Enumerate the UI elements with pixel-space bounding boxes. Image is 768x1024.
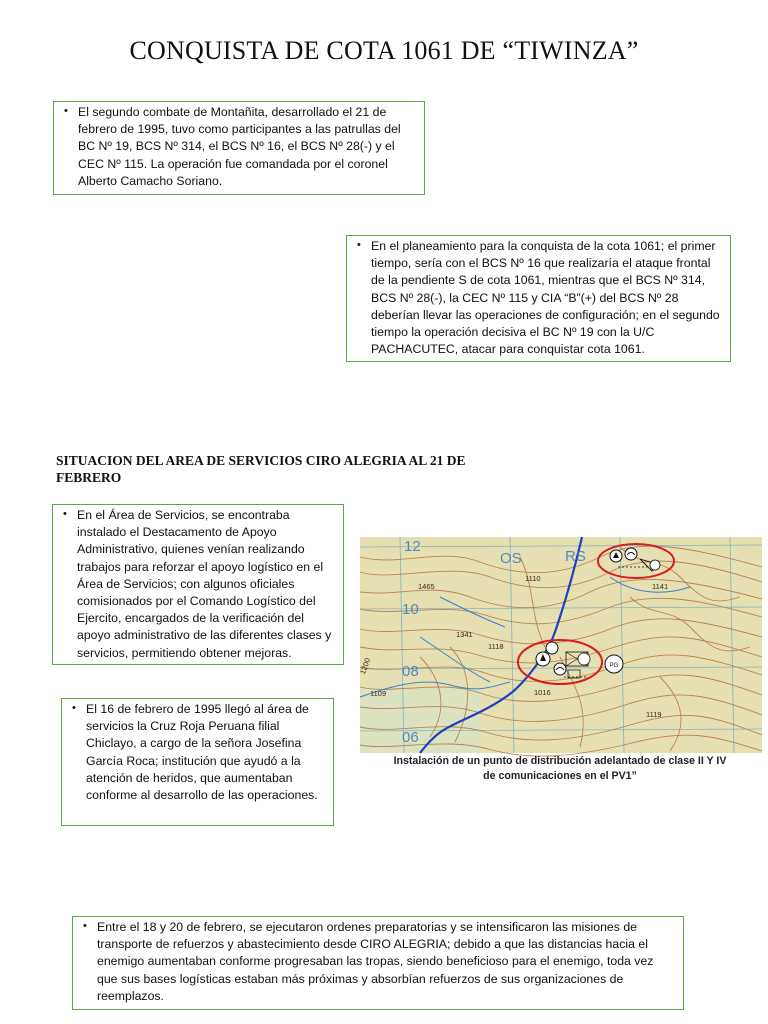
bullet-cruz-roja: • El 16 de febrero de 1995 llegó al área de servicios la Cruz Roja Peruana filial Chiclayo, a cargo de la señora Josefina García Roca; institución que ayudó a la atención de heridos, que aumentaban conforme al desarrollo de las operaciones.: [86, 701, 325, 804]
bullet-area-servicios: • En el Área de Servicios, se encontraba instalado el Destacamento de Apoyo Administrativo, quienes venían realizando trabajos para reforzar el apoyo logístico en el Área de Servicios; con algunos oficiales comisionados por el Comando Logístico del Ejercito, encargados de la verificación del apoyo administrativo de las diferentes clases y servicios, permitiendo obtener mejoras.: [77, 507, 335, 662]
text-box-montanita: [53, 101, 425, 195]
elevation-1465: 1465: [418, 582, 435, 591]
grid-label-os: OS: [500, 550, 522, 567]
grid-label-12: 12: [404, 538, 421, 555]
elevation-1016: 1016: [534, 688, 551, 697]
topographic-map-svg: [360, 537, 762, 753]
elevation-1109: 1109: [370, 689, 387, 698]
bullet-planeamiento: • En el planeamiento para la conquista de la cota 1061; el primer tiempo, sería con el BCS Nº 16 que realizaría el ataque frontal de la pendiente S de cota 1061, mientras que el BCS Nº 314, BCS Nº 28(-), la CEC Nº 115 y CIA “B”(+) del BCS Nº 28 deberían llevar las operaciones de configuración; en el segundo tiempo la operación decisiva el BC Nº 19 con la U/C PACHACUTEC, atacar para conquistar cota 1061.: [371, 238, 722, 358]
text-box-area-servicios: [52, 504, 344, 665]
text-box-ordenes: [72, 916, 684, 1010]
elevation-1200: 1200: [358, 656, 373, 676]
unit-label-pg-1: PG: [609, 663, 619, 669]
grid-label-10: 10: [402, 601, 419, 618]
section-heading: SITUACION DEL AREA DE SERVICIOS CIRO ALEGRIA AL 21 DE FEBRERO: [56, 453, 466, 485]
text-box-cruz-roja: [61, 698, 334, 826]
elevation-1341: 1341: [456, 630, 473, 639]
bullet-ordenes: • Entre el 18 y 20 de febrero, se ejecutaron ordenes preparatorias y se intensificaron las misiones de transporte de refuerzos y abastecimiento desde CIRO ALEGRIA; debido a que las distancias hacia el enemigo aumentaban conforme progresaban las tropas, siendo beneficioso para el enemigo, toda vez que sus bases logísticas estaban más próximas y absorbían refuerzos de sus organizaciones de reemplazos.: [97, 919, 675, 1005]
topographic-map: [360, 537, 762, 753]
elevation-1141: 1141: [652, 582, 669, 591]
grid-label-rs: RS: [565, 548, 586, 565]
page-title: CONQUISTA DE COTA 1061 DE “TIWINZA”: [129, 36, 639, 65]
elevation-1119: 1119: [646, 710, 662, 719]
grid-label-08: 08: [402, 663, 419, 680]
caption-line-1: Instalación de un punto de distribución adelantado de clase II Y IV: [393, 755, 727, 767]
elevation-1110: 1110: [525, 574, 541, 583]
bullet-montanita: • El segundo combate de Montañita, desarrollado el 21 de febrero de 1995, tuvo como participantes a las patrullas del BC Nº 19, BCS Nº 314, el BCS Nº 16, el BCS Nº 28(-) y el CEC Nº 115. La operación fue comandada por el coronel Alberto Camacho Soriano.: [78, 104, 416, 190]
grid-label-06: 06: [402, 729, 419, 746]
elevation-1118: 1118: [488, 642, 504, 651]
map-caption: [352, 754, 768, 784]
text-box-planeamiento: [346, 235, 731, 362]
caption-line-2: de comunicaciones en el PV1”: [483, 770, 637, 782]
